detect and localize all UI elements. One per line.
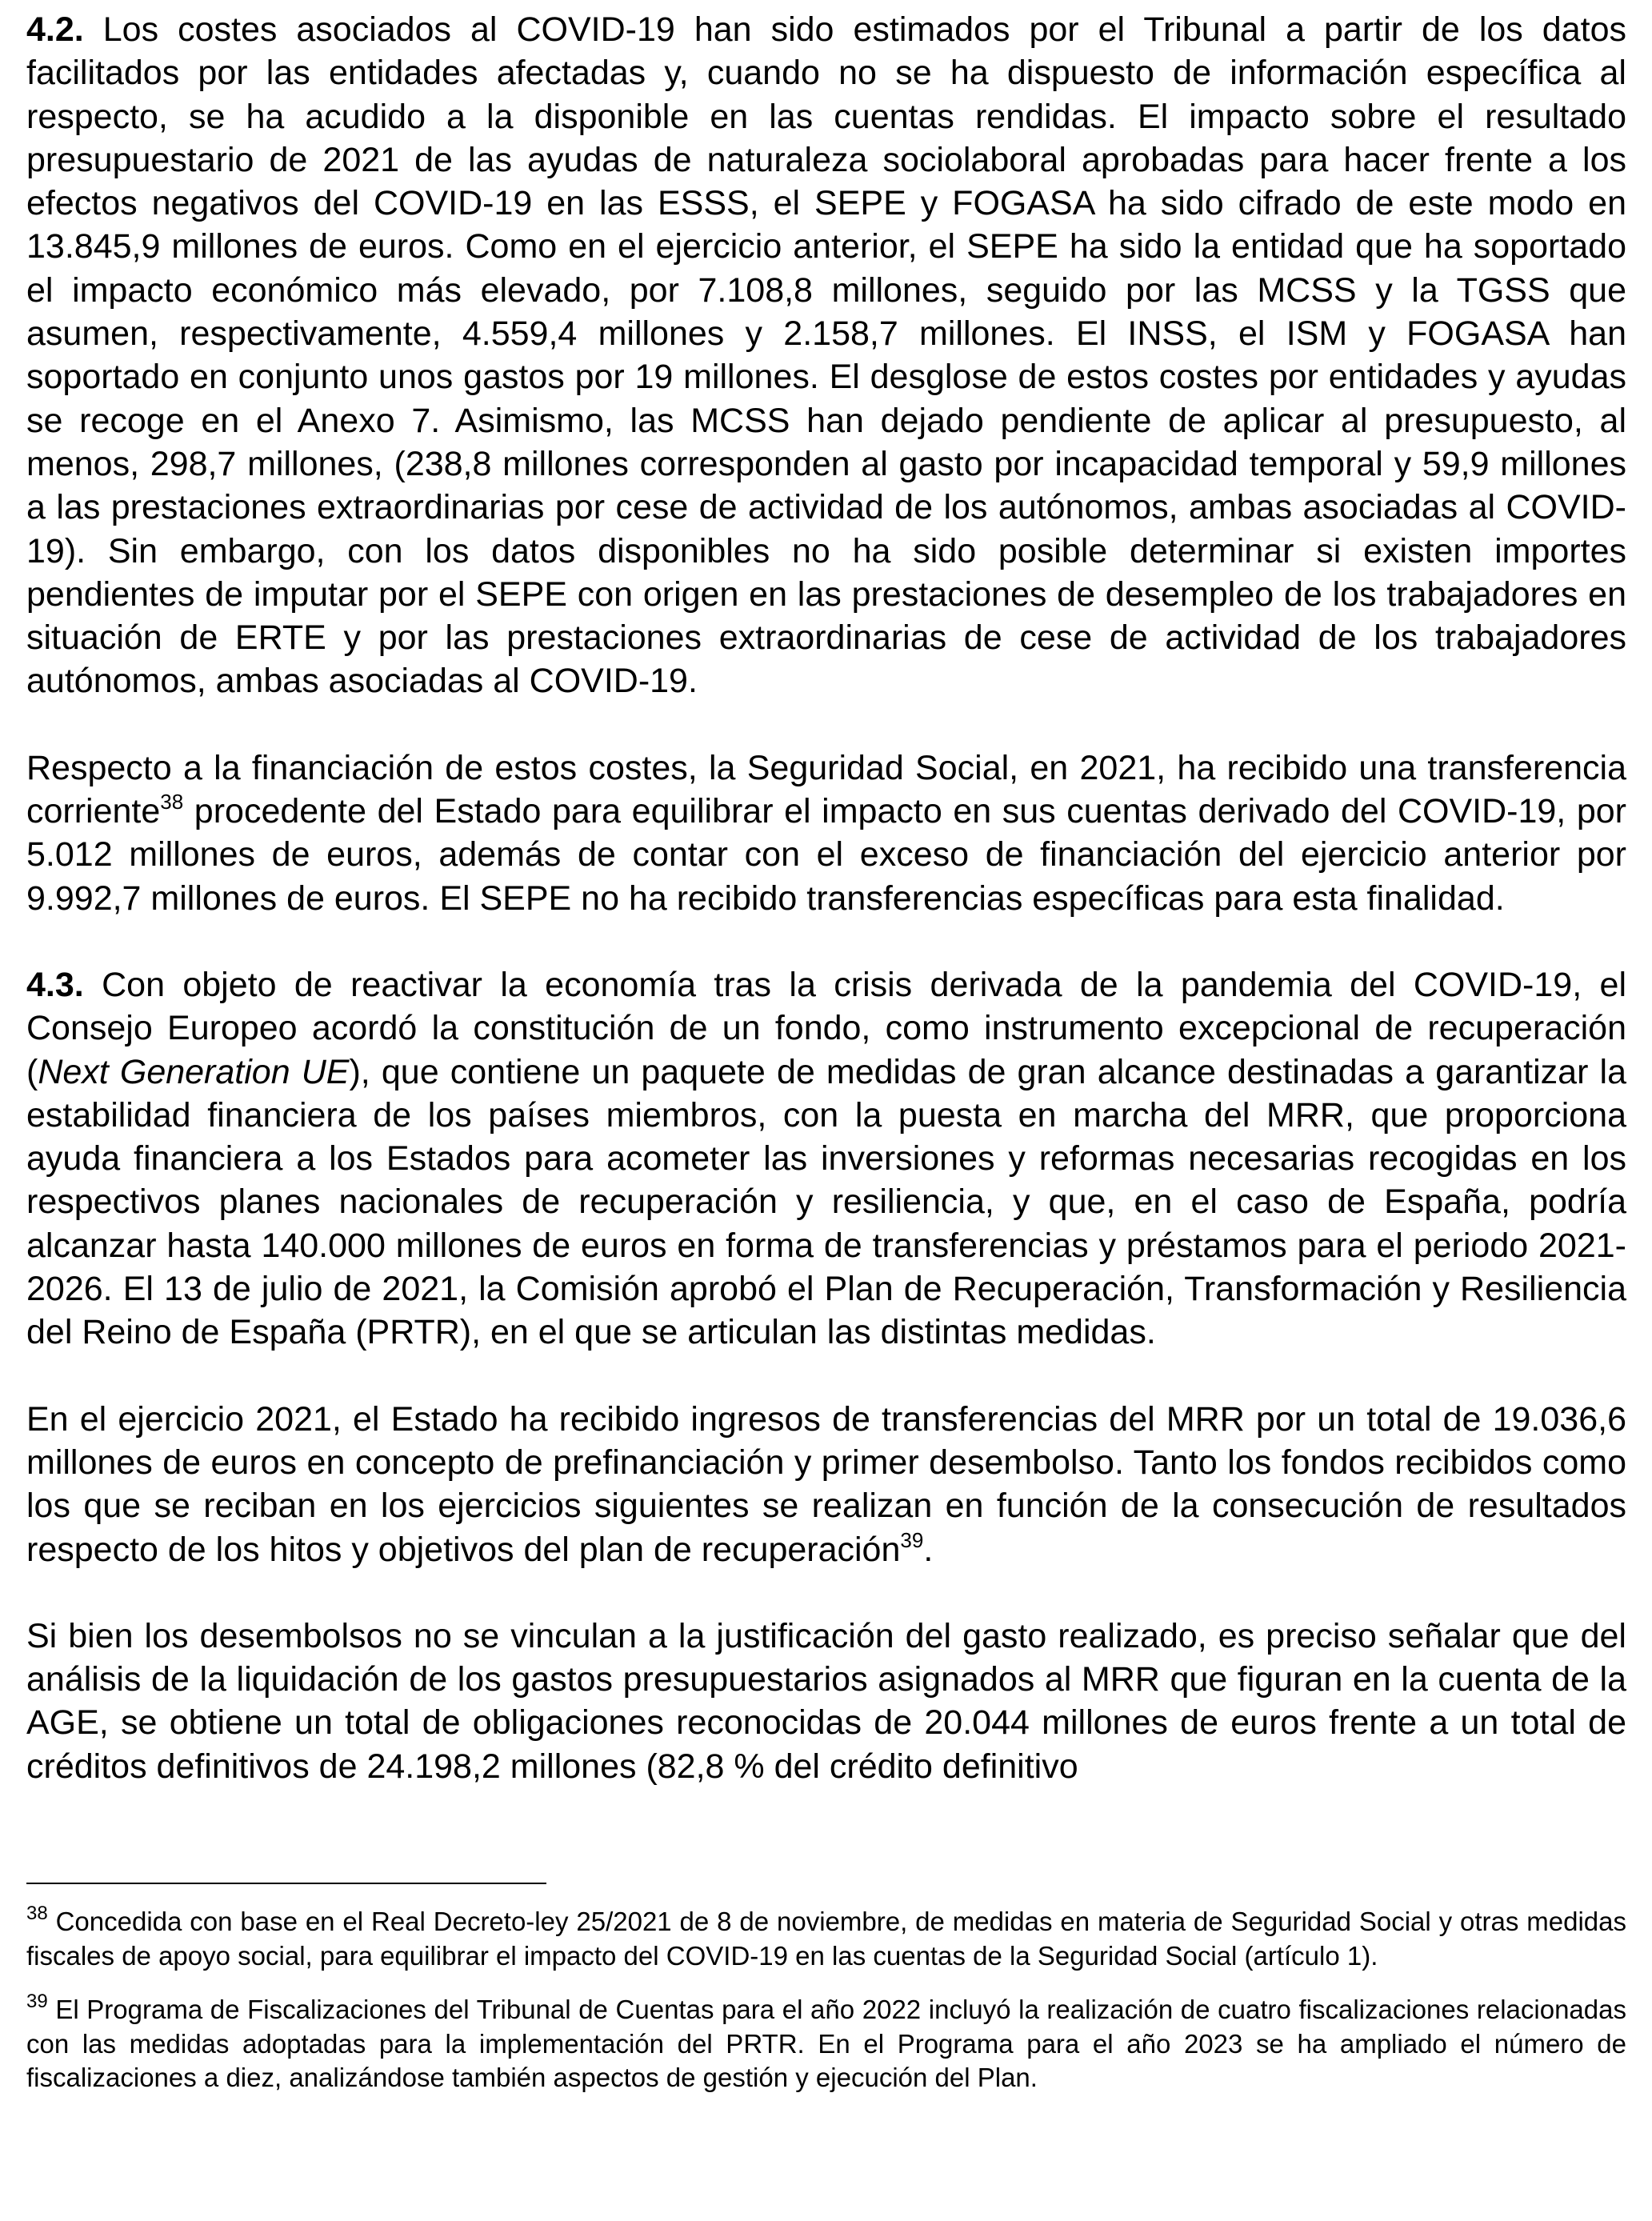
paragraph-text: Respecto a la financiación de estos costes, la Seguridad Social, en 2021, ha recibido una transferencia corriente xyxy=(26,748,1626,831)
footnote-separator xyxy=(26,1883,546,1884)
section-number: 4.3. xyxy=(26,965,84,1004)
paragraph-text: Si bien los desembolsos no se vinculan a la justificación del gasto realizado, es preciso señalar que del análisis de la liquidación de los gastos presupuestarios asignados al MRR que figuran en la cuenta de la AGE, se obtiene un total de obligaciones reconocidas de 20.044 millones de euros frente a un total de créditos definitivos de 24.198,2 millones (82,8 % del crédito definitivo xyxy=(26,1616,1626,1786)
paragraph-text: procedente del Estado para equilibrar el impacto en sus cuentas derivado del COVID-19, por 5.012 millones de euros, además de contar con el exceso de financiación del ejercicio anterior por 9.992,7 millones de euros. El SEPE no ha recibido transferencias específicas para esta finalidad. xyxy=(26,792,1626,918)
paragraph-text: Con objeto de reactivar la economía tras la crisis derivada de la pandemia del COVID-19, el Consejo Europeo acordó la constitución de un fondo, como instrumento excepcional de recuperación ( xyxy=(26,965,1626,1091)
footnote-number: 39 xyxy=(26,1991,48,2012)
paragraph-4-3 xyxy=(26,963,1626,1355)
paragraph-text: En el ejercicio 2021, el Estado ha recibido ingresos de transferencias del MRR por un total de 19.036,6 millones de euros en concepto de prefinanciación y primer desembolso. Tanto los fondos recibidos como los que se reciban en los ejercicios siguientes se realizan en función de la consecución de resultados respecto de los hitos y objetivos del plan de recuperación xyxy=(26,1399,1626,1569)
footnote-text: El Programa de Fiscalizaciones del Tribunal de Cuentas para el año 2022 incluyó la realización de cuatro fiscalizaciones relacionadas con las medidas adoptadas para la implementación del PRTR. En el Programa para el año 2023 se ha ampliado el número de fiscalizaciones a diez, analizándose también aspectos de gestión y ejecución del Plan. xyxy=(26,1995,1626,2092)
paragraph-text: Los costes asociados al COVID-19 han sido estimados por el Tribunal a partir de los datos facilitados por las entidades afectadas y, cuando no se ha dispuesto de información específica al respecto, se ha acudido a la disponible en las cuentas rendidas. El impacto sobre el resultado presupuestario de 2021 de las ayudas de naturaleza sociolaboral aprobadas para hacer frente a los efectos negativos del COVID-19 en las ESSS, el SEPE y FOGASA ha sido cifrado de este modo en 13.845,9 millones de euros. Como en el ejercicio anterior, el SEPE ha sido la entidad que ha soportado el impacto económico más elevado, por 7.108,8 millones, seguido por las MCSS y la TGSS que asumen, respectivamente, 4.559,4 millones y 2.158,7 millones. El INSS, el ISM y FOGASA han soportado en conjunto unos gastos por 19 millones. El desglose de estos costes por entidades y ayudas se recoge en el Anexo 7. Asimismo, las MCSS han dejado pendiente de aplicar al presupuesto, al menos, 298,7 millones, (238,8 millones corresponden al gasto por incapacidad temporal y 59,9 millones a las prestaciones extraordinarias por cese de actividad de los autónomos, ambas asociadas al COVID-19). Sin embargo, con los datos disponibles no ha sido posible determinar si existen importes pendientes de imputar por el SEPE con origen en las prestaciones de desempleo de los trabajadores en situación de ERTE y por las prestaciones extraordinarias de cese de actividad de los trabajadores autónomos, ambas asociadas al COVID-19. xyxy=(26,10,1626,701)
paragraph-ingresos-mrr xyxy=(26,1398,1626,1571)
footnote-38 xyxy=(26,1905,1626,1973)
footnotes xyxy=(26,1905,1626,2095)
paragraph-4-2 xyxy=(26,8,1626,703)
italic-term: Next Generation UE xyxy=(38,1052,350,1091)
paragraph-desembolsos xyxy=(26,1615,1626,1788)
paragraph-text: ), que contiene un paquete de medidas de gran alcance destinadas a garantizar la estabilidad financiera de los países miembros, con la puesta en marcha del MRR, que proporciona ayuda financiera a los Estados para acometer las inversiones y reformas necesarias recogidas en los respectivos planes nacionales de recuperación y resiliencia, y que, en el caso de España, podría alcanzar hasta 140.000 millones de euros en forma de transferencias y préstamos para el periodo 2021-2026. El 13 de julio de 2021, la Comisión aprobó el Plan de Recuperación, Transformación y Resiliencia del Reino de España (PRTR), en el que se articulan las distintas medidas. xyxy=(26,1052,1626,1352)
footnote-text: Concedida con base en el Real Decreto-ley 25/2021 de 8 de noviembre, de medidas en materia de Seguridad Social y otras medidas fiscales de apoyo social, para equilibrar el impacto del COVID-19 en las cuentas de la Seguridad Social (artículo 1). xyxy=(26,1907,1626,1971)
footnote-number: 38 xyxy=(26,1903,48,1924)
footnote-39 xyxy=(26,1993,1626,2095)
paragraph-text: . xyxy=(923,1530,934,1569)
footnote-ref-39[interactable]: 39 xyxy=(900,1527,924,1552)
section-number: 4.2. xyxy=(26,10,84,49)
document-body xyxy=(26,8,1626,1788)
paragraph-financiacion xyxy=(26,746,1626,920)
footnote-ref-38[interactable]: 38 xyxy=(160,790,184,814)
